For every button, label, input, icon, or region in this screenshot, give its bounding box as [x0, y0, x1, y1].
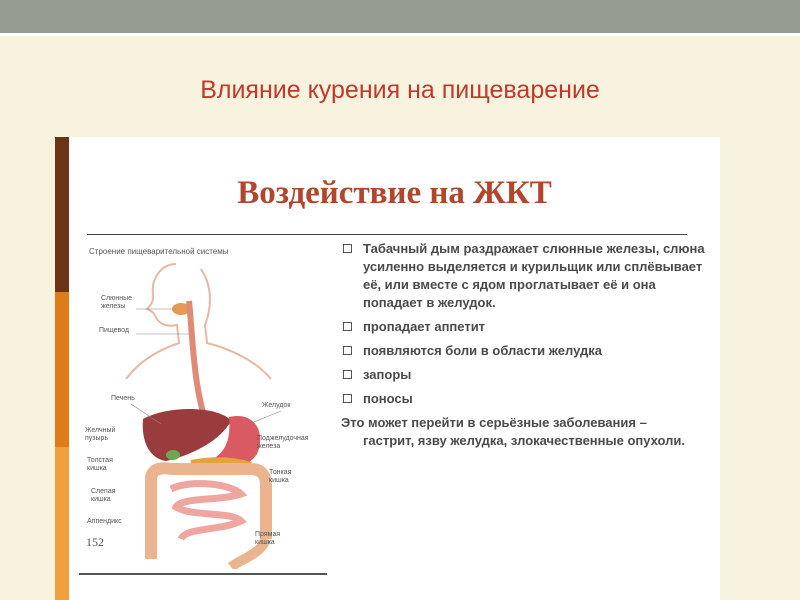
bullet-item: пропадает аппетит: [341, 318, 713, 336]
bullet-item: поносы: [341, 390, 713, 408]
summary-line-2: гастрит, язву желудка, злокачественные опухоли.: [363, 433, 686, 448]
hollow-square-icon: [343, 244, 352, 253]
label-salivary: Слюнные железы: [101, 295, 133, 310]
bullet-item: Табачный дым раздражает слюнные железы, слюна усиленно выделяется и курильщик или сплёвывает её, или вместе с ядом проглатывает её и она попадает в желудок.: [341, 240, 713, 312]
top-bar: [0, 0, 800, 33]
label-colon: Толстая кишка: [87, 457, 113, 472]
accent-stripe-light: [55, 447, 69, 600]
label-esophagus: Пищевод: [99, 327, 129, 334]
hollow-square-icon: [343, 346, 352, 355]
summary-text: [341, 414, 713, 450]
accent-stripe-mid: [55, 292, 69, 447]
accent-stripe-dark: [55, 137, 69, 292]
label-cecum: Слепая кишка: [91, 488, 116, 503]
label-rectum: Прямая кишка: [255, 531, 281, 546]
page-number: 152: [86, 535, 104, 549]
label-gallbladder: Желчный пузырь: [85, 427, 116, 442]
panel-heading: Воздействие на ЖКТ: [237, 175, 552, 211]
bullet-item: появляются боли в области желудка: [341, 342, 713, 360]
diagram-bottom-rule: [79, 573, 327, 575]
content-image-panel: [69, 137, 720, 600]
label-liver: Печень: [111, 395, 135, 402]
diagram-caption: Строение пищеварительной системы: [89, 247, 229, 256]
bullet-item: запоры: [341, 366, 713, 384]
heading-rule: [87, 234, 687, 235]
label-appendix: Аппендикс: [87, 518, 122, 525]
hollow-square-icon: [343, 322, 352, 331]
top-divider: [0, 33, 800, 36]
hollow-square-icon: [343, 394, 352, 403]
label-stomach: Желудок: [262, 402, 291, 409]
label-pancreas: Поджелудочная железа: [257, 435, 309, 450]
label-small-intestine: Тонкая кишка: [269, 469, 292, 484]
hollow-square-icon: [343, 370, 352, 379]
summary-line-1: Это может перейти в серьёзные заболевания –: [341, 415, 647, 430]
text-column: [341, 240, 713, 450]
slide-title: Влияние курения на пищеварение: [200, 76, 600, 104]
